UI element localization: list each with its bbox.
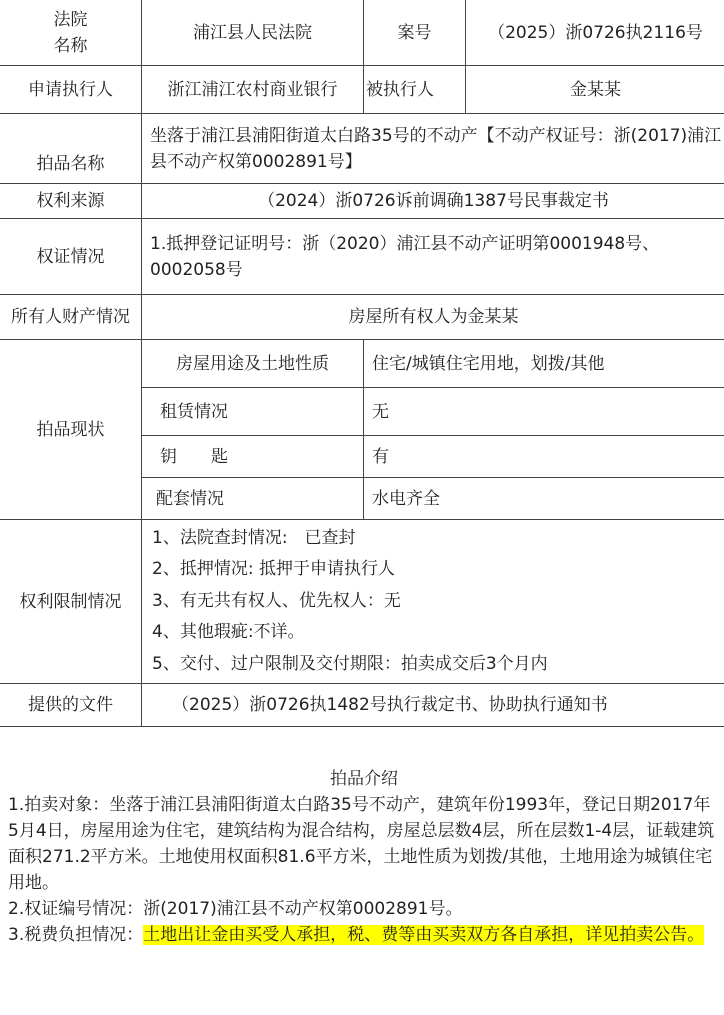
certificate-label: 权证情况	[0, 219, 142, 295]
row-item-name	[0, 114, 724, 184]
row-certificate	[0, 219, 724, 295]
applicant-value: 浙江浦江农村商业银行	[142, 66, 364, 114]
documents-value: （2025）浙0726执1482号执行裁定书、协助执行通知书	[142, 684, 724, 727]
case-value: （2025）浙0726执2116号	[466, 0, 724, 66]
row-documents	[0, 684, 724, 727]
court-label	[0, 0, 142, 66]
applicant-label: 申请执行人	[0, 66, 142, 114]
status-usage-value: 住宅/城镇住宅用地，划拨/其他	[364, 340, 724, 388]
intro-paragraph-object: 1.拍卖对象：坐落于浦江县浦阳街道太白路35号不动产，建筑年份1993年，登记日期2017年5月4日，房屋用途为住宅，建筑结构为混合结构，房屋总层数4层，所在层数1-4层，证载建筑面积271.2平方米。土地使用权面积81.6平方米，土地性质为划拨/其他，土地用途为城镇住宅用地。	[8, 795, 715, 893]
court-label-line2: 名称	[53, 35, 88, 56]
owner-value: 房屋所有权人为金某某	[142, 295, 724, 340]
row-restrictions	[0, 520, 724, 684]
status-facility-value: 水电齐全	[364, 478, 724, 520]
item-intro	[8, 766, 720, 948]
restriction-item: 4、其他瑕疵:不详。	[152, 622, 305, 643]
rights-source-label: 权利来源	[0, 184, 142, 219]
status-lease-label: 租赁情况	[142, 388, 364, 436]
restriction-label: 权利限制情况	[0, 520, 142, 684]
rights-source-value: （2024）浙0726诉前调确1387号民事裁定书	[142, 184, 724, 219]
status-facility-label: 配套情况	[142, 478, 364, 520]
court-label-line1: 法院	[53, 9, 88, 30]
tax-label: 3.税费负担情况：	[8, 925, 144, 945]
case-label: 案号	[364, 0, 466, 66]
restriction-item: 3、有无共有权人、优先权人：无	[152, 590, 401, 611]
intro-title: 拍品介绍	[330, 769, 398, 789]
row-parties	[0, 66, 724, 114]
status-key-value: 有	[364, 436, 724, 478]
restriction-item: 2、抵押情况: 抵押于申请执行人	[152, 559, 395, 580]
respondent-value: 金某某	[466, 66, 724, 114]
restriction-item: 5、交付、过户限制及交付期限：拍卖成交后3个月内	[152, 653, 548, 674]
status-label: 拍品现状	[0, 340, 142, 520]
court-value: 浦江县人民法院	[142, 0, 364, 66]
row-rights-source	[0, 184, 724, 219]
certificate-value: 1.抵押登记证明号：浙（2020）浦江县不动产证明第0001948号、0002058号	[142, 219, 724, 295]
restriction-list	[142, 520, 724, 684]
respondent-label: 被执行人	[364, 66, 466, 114]
item-name-label: 拍品名称	[0, 114, 142, 184]
row-court	[0, 0, 724, 66]
intro-paragraph-certificate: 2.权证编号情况：浙(2017)浦江县不动产权第0002891号。	[8, 899, 463, 919]
intro-paragraph-tax	[8, 922, 720, 948]
tax-highlight: 土地出让金由买受人承担，税、费等由买卖双方各自承担，详见拍卖公告。	[143, 925, 705, 945]
owner-label: 所有人财产情况	[0, 295, 142, 340]
status-lease-value: 无	[364, 388, 724, 436]
restriction-item: 1、法院查封情况: 已查封	[152, 527, 356, 548]
status-usage-label: 房屋用途及土地性质	[142, 340, 364, 388]
row-status-0	[0, 340, 724, 388]
row-owner	[0, 295, 724, 340]
documents-label: 提供的文件	[0, 684, 142, 727]
item-name-value: 坐落于浦江县浦阳街道太白路35号的不动产【不动产权证号：浙(2017)浦江县不动产权第0002891号】	[142, 114, 724, 184]
status-key-label: 钥 匙	[142, 436, 364, 478]
